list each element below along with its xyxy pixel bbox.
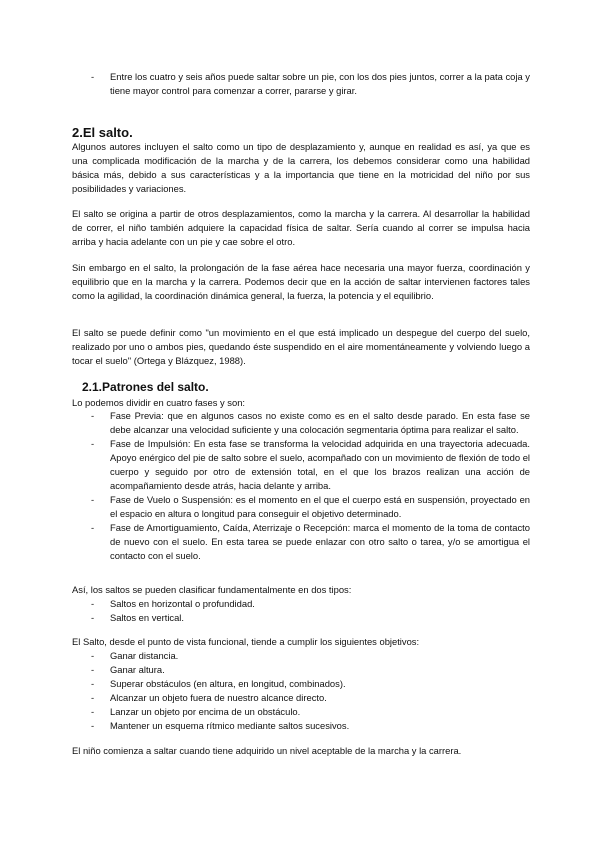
list-item: - Fase de Vuelo o Suspensión: es el momento en el que el cuerpo está en suspensión, proyectado en el espacio en altura o longitud para conseguir el objetivo determinado. bbox=[72, 493, 530, 521]
paragraph: El salto se origina a partir de otros desplazamientos, como la marcha y la carrera. Al desarrollar la habilidad de correr, el niño también adquiere la capacidad física de saltar. Sería cuando al correr se impulsa hacia arriba y hacia adelante con un pie y cae sobre el otro. bbox=[72, 208, 530, 247]
list-item: - Saltos en horizontal o profundidad. bbox=[72, 597, 530, 611]
list-item: - Fase Previa: que en algunos casos no existe como es en el salto desde parado. En esta fase se debe alcanzar una velocidad suficiente y una colocación segmentaria óptima para realizar el salto. bbox=[72, 409, 530, 437]
types-list bbox=[72, 597, 530, 625]
list-item: - Lanzar un objeto por encima de un obstáculo. bbox=[72, 705, 530, 719]
intro-list bbox=[72, 70, 530, 98]
list-item: - Saltos en vertical. bbox=[72, 611, 530, 625]
section-heading: 2.El salto. bbox=[72, 125, 133, 140]
list-item: - Ganar altura. bbox=[72, 663, 530, 677]
list-item: - Fase de Impulsión: En esta fase se transforma la velocidad adquirida en una trayectoria adecuada. Apoyo enérgico del pie de salto sobre el suelo, acompañado con un movimiento de flexión de todo el cuerpo y seguido por otro de extensión total, en el que los brazos realizan una acción de acompañamiento desde atrás, hacia delante y arriba. bbox=[72, 437, 530, 493]
list-item: - Entre los cuatro y seis años puede saltar sobre un pie, con los dos pies juntos, correr a la pata coja y tiene mayor control para comenzar a correr, pararse y girar. bbox=[72, 70, 530, 98]
list-item: - Superar obstáculos (en altura, en longitud, combinados). bbox=[72, 677, 530, 691]
list-item: - Ganar distancia. bbox=[72, 649, 530, 663]
paragraph: Algunos autores incluyen el salto como un tipo de desplazamiento y, aunque en realidad es así, ya que es una complicada modificación de la marcha y de la carrera, los debemos considerar como una habilidad básica más, debido a sus características y a la importancia que tiene en la motricidad del niño por sus posibilidades y variaciones. bbox=[72, 141, 530, 194]
subsection-heading: 2.1.Patrones del salto. bbox=[82, 380, 209, 394]
phases-list bbox=[72, 409, 530, 563]
paragraph: El salto se puede definir como "un movimiento en el que está implicado un despegue del cuerpo del suelo, realizado por uno o ambos pies, quedando éste suspendido en el aire momentáneamente y volviendo luego a tocar el suelo" (Ortega y Blázquez, 1988). bbox=[72, 327, 530, 366]
list-item: - Fase de Amortiguamiento, Caída, Aterrizaje o Recepción: marca el momento de la toma de contacto de nuevo con el suelo. En esta tarea se puede enlazar con otro salto o tarea, y/o se amortigua el contacto con el suelo. bbox=[72, 521, 530, 563]
list-item: - Mantener un esquema rítmico mediante saltos sucesivos. bbox=[72, 719, 530, 733]
phases-lead: Lo podemos dividir en cuatro fases y son: bbox=[72, 397, 246, 408]
objectives-lead: El Salto, desde el punto de vista funcional, tiende a cumplir los siguientes objetivos: bbox=[72, 636, 420, 647]
objectives-list bbox=[72, 649, 530, 733]
closing-paragraph: El niño comienza a saltar cuando tiene adquirido un nivel aceptable de la marcha y la carrera. bbox=[72, 745, 462, 756]
list-item: - Alcanzar un objeto fuera de nuestro alcance directo. bbox=[72, 691, 530, 705]
types-lead: Así, los saltos se pueden clasificar fundamentalmente en dos tipos: bbox=[72, 584, 352, 595]
paragraph: Sin embargo en el salto, la prolongación de la fase aérea hace necesaria una mayor fuerza, coordinación y equilibrio que en la marcha y la carrera. Podemos decir que en la acción de saltar intervienen factores tales como la agilidad, la coordinación dinámica general, la fuerza, la potencia y el equilibrio. bbox=[72, 262, 530, 301]
